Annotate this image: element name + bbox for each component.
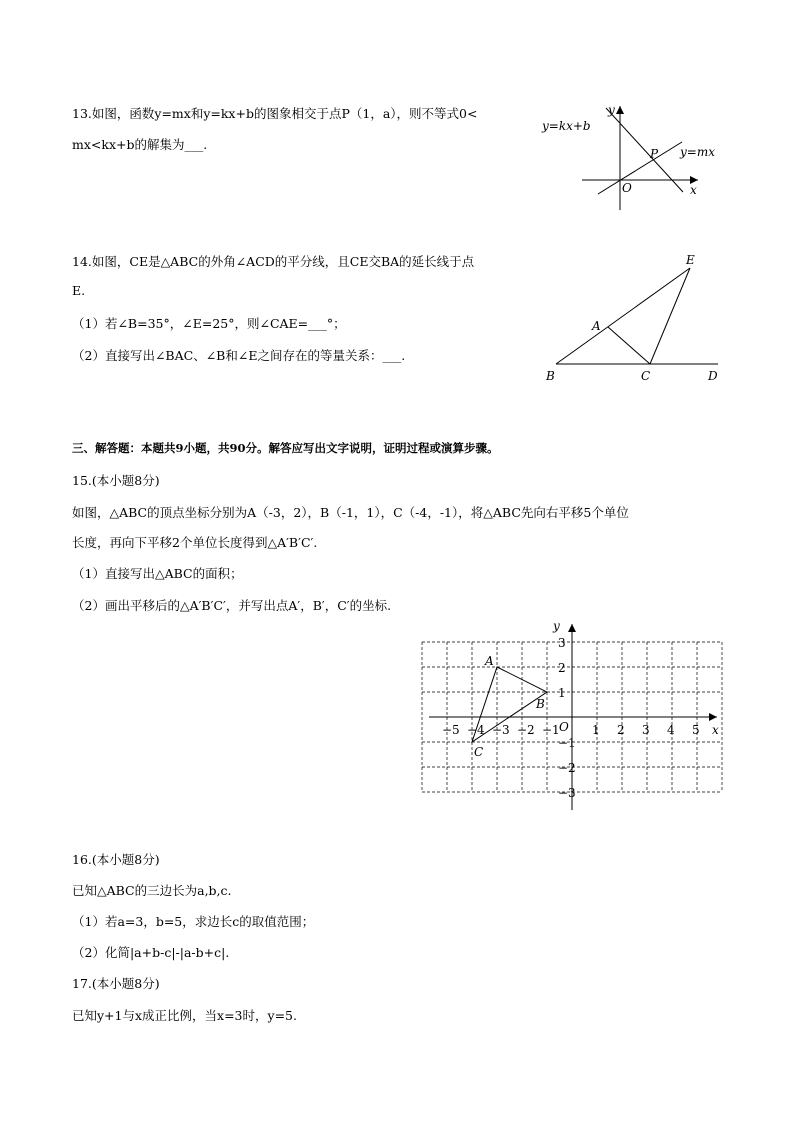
q15-label-x: x xyxy=(712,723,719,737)
x-tick-label: 1 xyxy=(592,723,600,737)
q15-line2: 长度，再向下平移2个单位长度得到△A′B′C′. xyxy=(72,535,318,550)
q15-part1: （1）直接写出△ABC的面积； xyxy=(72,566,243,581)
q14-label-b: B xyxy=(546,369,555,383)
q16-part1: （1）若a=3，b=5，求边长c的取值范围； xyxy=(72,914,315,929)
x-tick-label: −5 xyxy=(442,723,460,737)
y-tick-label: −3 xyxy=(558,786,576,800)
q15-label-y: y xyxy=(553,619,560,633)
q14-figure xyxy=(540,250,730,385)
y-tick-label: −1 xyxy=(558,736,576,750)
y-tick-label: 1 xyxy=(558,686,566,700)
q15-grid-figure xyxy=(425,618,725,818)
q14-line1: 14.如图，CE是△ABC的外角∠ACD的平分线，且CE交BA的延长线于点 xyxy=(72,254,475,269)
x-tick-label: 3 xyxy=(642,723,650,737)
q15-title: 15.(本小题8分) xyxy=(72,473,160,488)
q13-label-x: x xyxy=(690,183,697,197)
q16-title: 16.(本小题8分) xyxy=(72,852,160,867)
q13-label-kx: y=kx+b xyxy=(542,119,591,133)
q15-label-o: O xyxy=(559,720,569,734)
q13-figure xyxy=(538,100,728,215)
y-tick-label: 3 xyxy=(558,636,566,650)
x-tick-label: −4 xyxy=(467,723,485,737)
q14-label-e: E xyxy=(686,253,695,267)
q14-part1: （1）若∠B=35°，∠E=25°，则∠CAE=___°； xyxy=(72,316,346,331)
x-tick-label: −3 xyxy=(492,723,510,737)
q15-label-b: B xyxy=(536,697,545,711)
q15-line1: 如图，△ABC的顶点坐标分别为A（-3，2），B（-1，1），C（-4，-1），将△ABC先向右平移5个单位 xyxy=(72,505,629,520)
x-tick-label: 4 xyxy=(667,723,675,737)
q14-line2: E. xyxy=(72,283,86,298)
q13-label-y: y xyxy=(608,103,615,117)
q14-label-a: A xyxy=(592,319,601,333)
q13-label-o: O xyxy=(622,181,632,195)
x-tick-label: 2 xyxy=(617,723,625,737)
q16-part2: （2）化简|a+b-c|-|a-b+c|. xyxy=(72,945,230,960)
x-tick-label: −1 xyxy=(542,723,560,737)
q17-title: 17.(本小题8分) xyxy=(72,976,160,991)
x-tick-label: 5 xyxy=(692,723,700,737)
q13-line1: 13.如图，函数y=mx和y=kx+b的图象相交于点P（1，a），则不等式0< xyxy=(72,106,478,121)
section3-heading: 三、解答题：本题共9小题，共90分。解答应写出文字说明，证明过程或演算步骤。 xyxy=(72,441,499,455)
q17-line1: 已知y+1与x成正比例，当x=3时，y=5. xyxy=(72,1008,297,1023)
q14-part2: （2）直接写出∠BAC、∠B和∠E之间存在的等量关系：___. xyxy=(72,348,406,363)
q13-line2: mx<kx+b的解集为___. xyxy=(72,137,208,152)
q14-label-c: C xyxy=(641,369,651,383)
y-tick-label: −2 xyxy=(558,761,576,775)
y-tick-label: 2 xyxy=(558,661,566,675)
x-tick-label: −2 xyxy=(517,723,535,737)
q14-label-d: D xyxy=(708,369,718,383)
q15-part2: （2）画出平移后的△A′B′C′，并写出点A′，B′，C′的坐标. xyxy=(72,598,392,613)
q15-label-a: A xyxy=(485,654,494,668)
q16-line1: 已知△ABC的三边长为a,b,c. xyxy=(72,883,232,898)
q13-label-mx: y=mx xyxy=(680,145,715,159)
q15-label-c: C xyxy=(474,745,484,759)
q13-label-p: P xyxy=(650,147,659,161)
